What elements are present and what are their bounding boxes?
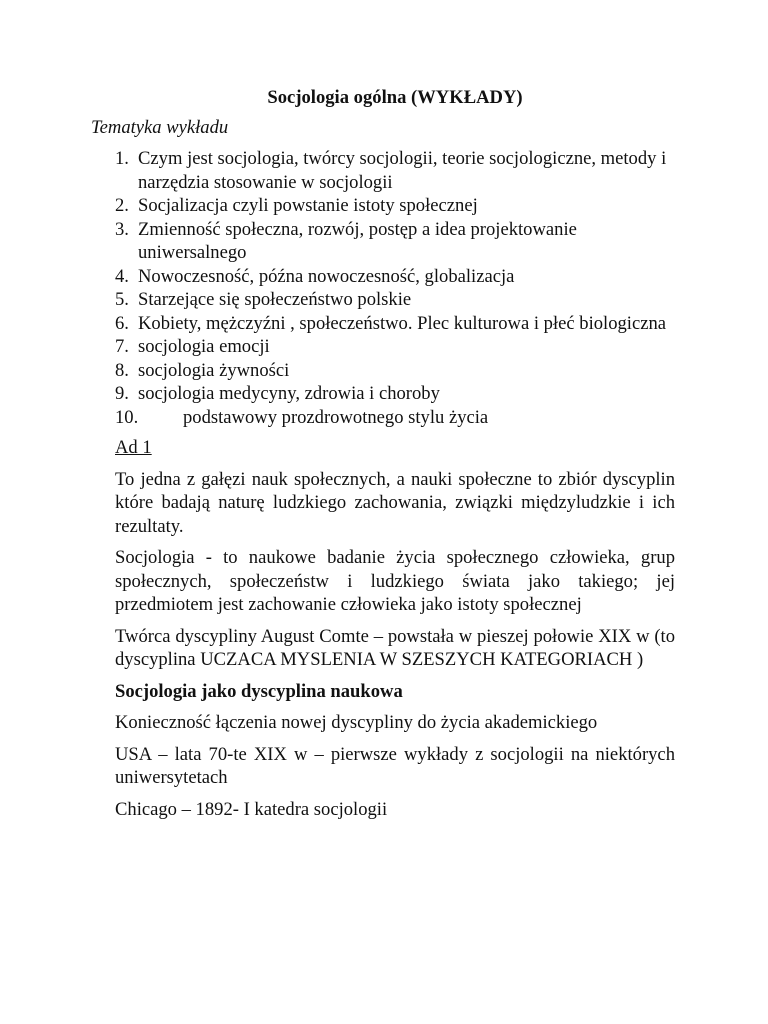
list-item bbox=[115, 147, 675, 194]
section-heading-ad1: Ad 1 bbox=[115, 437, 152, 458]
list-item-number: 4. bbox=[115, 265, 129, 287]
list-item bbox=[115, 194, 675, 218]
document-page bbox=[91, 86, 675, 829]
list-item-text: Socjalizacja czyli powstanie istoty społecznej bbox=[138, 195, 478, 216]
list-item bbox=[115, 288, 675, 312]
list-item-text: Czym jest socjologia, twórcy socjologii, teorie socjologiczne, metody i narzędzia stosowanie w socjologii bbox=[138, 148, 667, 193]
list-item bbox=[115, 312, 675, 336]
topics-list bbox=[115, 147, 675, 429]
list-item-text: socjologia emocji bbox=[138, 336, 270, 357]
list-item-number: 1. bbox=[115, 148, 129, 169]
list-item-number: 6. bbox=[115, 312, 129, 334]
list-item-number: 7. bbox=[115, 336, 129, 357]
list-item-text: socjologia medycyny, zdrowia i choroby bbox=[138, 383, 440, 404]
document-subtitle: Tematyka wykładu bbox=[91, 116, 229, 138]
paragraph-definition: To jedna z gałęzi nauk społecznych, a nauki społeczne to zbiór dyscyplin które badają naturę ludzkiego zachowania, związki międzyludzkie i ich rezultaty. bbox=[115, 468, 675, 537]
list-item-text: Kobiety, mężczyźni , społeczeństwo. Plec kulturowa i płeć biologiczna bbox=[138, 312, 667, 334]
list-item-number: 2. bbox=[115, 195, 129, 216]
list-item-number: 5. bbox=[115, 289, 129, 310]
list-item-number: 8. bbox=[115, 359, 129, 381]
list-item bbox=[115, 265, 675, 289]
list-item-text: Starzejące się społeczeństwo polskie bbox=[138, 289, 412, 310]
list-item bbox=[115, 406, 675, 430]
list-item-number: 9. bbox=[115, 383, 129, 404]
paragraph-chicago: Chicago – 1892- I katedra socjologii bbox=[115, 798, 388, 820]
paragraph-usa: USA – lata 70-te XIX w – pierwsze wykłady z socjologii na niektórych uniwersytetach bbox=[115, 743, 675, 788]
paragraph-founder: Twórca dyscypliny August Comte – powstała w pieszej połowie XIX w (to dyscyplina UCZACA MYSLENIA W SZESZYCH KATEGORIACH ) bbox=[115, 625, 675, 670]
list-item bbox=[115, 359, 675, 383]
document-title: Socjologia ogólna (WYKŁADY) bbox=[267, 87, 523, 108]
list-item-text: Zmienność społeczna, rozwój, postęp a idea projektowanie uniwersalnego bbox=[138, 218, 577, 263]
list-item-text: podstawowy prozdrowotnego stylu życia bbox=[183, 406, 489, 428]
list-item-text: socjologia żywności bbox=[138, 359, 290, 381]
paragraph-academic: Konieczność łączenia nowej dyscypliny do życia akademickiego bbox=[115, 712, 598, 733]
list-item bbox=[115, 335, 675, 359]
section-heading-discipline: Socjologia jako dyscyplina naukowa bbox=[115, 680, 403, 702]
list-item-number: 10. bbox=[115, 406, 139, 428]
list-item-text: Nowoczesność, późna nowoczesność, globalizacja bbox=[138, 265, 515, 287]
list-item bbox=[115, 218, 675, 265]
paragraph-sociology: Socjologia - to naukowe badanie życia społecznego człowieka, grup społecznych, społeczeństw i ludzkiego świata jako takiego; jej przedmiotem jest zachowanie człowieka jako istoty społecznej bbox=[115, 547, 675, 615]
list-item bbox=[115, 382, 675, 406]
list-item-number: 3. bbox=[115, 218, 129, 240]
